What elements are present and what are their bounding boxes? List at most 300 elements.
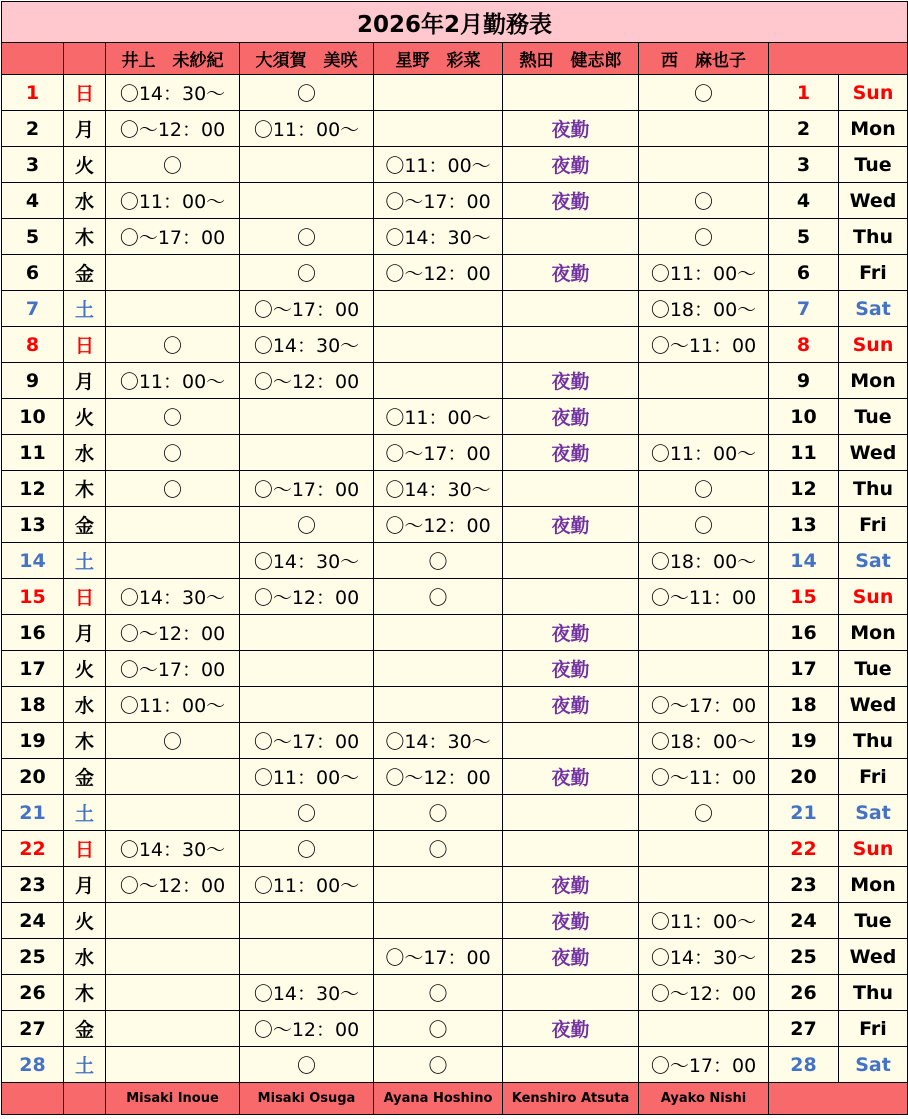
table-row xyxy=(2,183,908,219)
weekday-jp: 水 xyxy=(64,939,106,975)
table-row xyxy=(2,543,908,579)
weekday-en: Sat xyxy=(839,1047,908,1083)
weekday-jp: 土 xyxy=(64,795,106,831)
shift-cell: 夜勤 xyxy=(503,939,639,975)
shift-cell: 〇14：30～ xyxy=(240,543,374,579)
table-row xyxy=(2,687,908,723)
day-number: 18 xyxy=(2,687,64,723)
shift-cell xyxy=(374,363,503,399)
shift-cell: 〇 xyxy=(374,975,503,1011)
shift-cell: 〇 xyxy=(106,723,240,759)
table-row xyxy=(2,327,908,363)
weekday-en: Tue xyxy=(839,903,908,939)
weekday-en: Fri xyxy=(839,507,908,543)
table-row xyxy=(2,399,908,435)
weekday-jp: 火 xyxy=(64,651,106,687)
shift-cell: 夜勤 xyxy=(503,759,639,795)
shift-cell xyxy=(240,435,374,471)
day-number: 26 xyxy=(2,975,64,1011)
shift-cell xyxy=(106,1011,240,1047)
table-row xyxy=(2,219,908,255)
shift-cell xyxy=(639,831,769,867)
weekday-jp: 金 xyxy=(64,255,106,291)
weekday-jp: 金 xyxy=(64,1011,106,1047)
day-number-right: 21 xyxy=(769,795,839,831)
staff-name-en: Misaki Inoue xyxy=(106,1083,240,1115)
table-row xyxy=(2,579,908,615)
day-number-right: 16 xyxy=(769,615,839,651)
day-number-right: 9 xyxy=(769,363,839,399)
table-row xyxy=(2,363,908,399)
shift-cell xyxy=(106,1047,240,1083)
shift-cell: 〇～12：00 xyxy=(106,111,240,147)
day-number: 6 xyxy=(2,255,64,291)
shift-cell: 〇～17：00 xyxy=(639,687,769,723)
day-number: 16 xyxy=(2,615,64,651)
day-number: 20 xyxy=(2,759,64,795)
day-number: 28 xyxy=(2,1047,64,1083)
shift-cell xyxy=(106,507,240,543)
weekday-en: Mon xyxy=(839,363,908,399)
shift-cell xyxy=(240,147,374,183)
staff-name-jp: 大須賀 美咲 xyxy=(240,43,374,75)
shift-cell xyxy=(639,111,769,147)
shift-cell: 夜勤 xyxy=(503,255,639,291)
weekday-jp: 月 xyxy=(64,615,106,651)
day-number: 11 xyxy=(2,435,64,471)
day-number-right: 27 xyxy=(769,1011,839,1047)
shift-cell: 〇～17：00 xyxy=(240,723,374,759)
weekday-jp: 木 xyxy=(64,471,106,507)
day-number: 2 xyxy=(2,111,64,147)
shift-cell xyxy=(503,75,639,111)
shift-cell: 〇～17：00 xyxy=(240,471,374,507)
shift-cell: 夜勤 xyxy=(503,651,639,687)
weekday-en: Thu xyxy=(839,723,908,759)
day-number-right: 14 xyxy=(769,543,839,579)
shift-cell: 〇 xyxy=(240,795,374,831)
shift-cell: 〇 xyxy=(374,1047,503,1083)
day-number: 7 xyxy=(2,291,64,327)
shift-cell: 〇～12：00 xyxy=(106,867,240,903)
header-blank-day xyxy=(2,43,64,75)
shift-cell: 夜勤 xyxy=(503,507,639,543)
shift-cell: 〇 xyxy=(240,507,374,543)
weekday-en: Thu xyxy=(839,219,908,255)
shift-cell: 夜勤 xyxy=(503,903,639,939)
shift-cell xyxy=(503,1047,639,1083)
weekday-en: Sun xyxy=(839,579,908,615)
day-number: 25 xyxy=(2,939,64,975)
shift-cell xyxy=(503,723,639,759)
shift-cell xyxy=(106,255,240,291)
day-number: 24 xyxy=(2,903,64,939)
shift-cell: 夜勤 xyxy=(503,867,639,903)
shift-cell: 〇～17：00 xyxy=(639,1047,769,1083)
weekday-jp: 日 xyxy=(64,75,106,111)
shift-cell: 〇11：00～ xyxy=(639,903,769,939)
shift-cell xyxy=(639,867,769,903)
weekday-jp: 火 xyxy=(64,903,106,939)
weekday-jp: 水 xyxy=(64,183,106,219)
shift-cell: 夜勤 xyxy=(503,183,639,219)
staff-name-en: Ayana Hoshino xyxy=(374,1083,503,1115)
shift-cell: 〇～17：00 xyxy=(106,651,240,687)
day-number-right: 5 xyxy=(769,219,839,255)
footer-row xyxy=(2,1083,908,1115)
weekday-en: Wed xyxy=(839,939,908,975)
day-number: 13 xyxy=(2,507,64,543)
shift-cell: 〇～11：00 xyxy=(639,759,769,795)
shift-cell: 〇 xyxy=(374,831,503,867)
weekday-jp: 木 xyxy=(64,723,106,759)
table-row xyxy=(2,795,908,831)
table-row xyxy=(2,291,908,327)
day-number: 19 xyxy=(2,723,64,759)
weekday-en: Fri xyxy=(839,759,908,795)
day-number-right: 11 xyxy=(769,435,839,471)
day-number: 1 xyxy=(2,75,64,111)
shift-cell xyxy=(240,939,374,975)
shift-cell: 〇 xyxy=(374,795,503,831)
weekday-jp: 火 xyxy=(64,147,106,183)
shift-cell: 〇 xyxy=(240,75,374,111)
shift-cell: 〇11：00～ xyxy=(240,759,374,795)
shift-cell: 〇11：00～ xyxy=(639,255,769,291)
weekday-en: Fri xyxy=(839,1011,908,1047)
day-number-right: 19 xyxy=(769,723,839,759)
header-blank-weekday xyxy=(64,43,106,75)
shift-cell xyxy=(639,399,769,435)
shift-cell xyxy=(106,975,240,1011)
weekday-en: Fri xyxy=(839,255,908,291)
weekday-en: Mon xyxy=(839,111,908,147)
shift-cell: 〇18：00～ xyxy=(639,543,769,579)
day-number-right: 18 xyxy=(769,687,839,723)
day-number: 15 xyxy=(2,579,64,615)
shift-cell: 〇～12：00 xyxy=(240,1011,374,1047)
shift-cell: 〇～12：00 xyxy=(374,507,503,543)
shift-cell: 〇14：30～ xyxy=(106,579,240,615)
shift-cell: 〇 xyxy=(240,831,374,867)
header-blank-right xyxy=(769,43,908,75)
day-number: 27 xyxy=(2,1011,64,1047)
table-row xyxy=(2,507,908,543)
shift-cell: 〇 xyxy=(639,75,769,111)
shift-cell: 〇～12：00 xyxy=(240,363,374,399)
weekday-en: Thu xyxy=(839,975,908,1011)
day-number: 21 xyxy=(2,795,64,831)
day-number-right: 10 xyxy=(769,399,839,435)
shift-cell: 〇～12：00 xyxy=(374,759,503,795)
shift-cell: 〇18：00～ xyxy=(639,291,769,327)
table-row xyxy=(2,615,908,651)
shift-cell: 〇～12：00 xyxy=(240,579,374,615)
weekday-jp: 日 xyxy=(64,579,106,615)
shift-cell: 夜勤 xyxy=(503,687,639,723)
day-number: 12 xyxy=(2,471,64,507)
shift-cell: 〇11：00～ xyxy=(106,363,240,399)
staff-name-jp: 井上 未紗紀 xyxy=(106,43,240,75)
weekday-en: Tue xyxy=(839,651,908,687)
day-number: 14 xyxy=(2,543,64,579)
table-row xyxy=(2,111,908,147)
day-number: 4 xyxy=(2,183,64,219)
weekday-en: Sun xyxy=(839,831,908,867)
staff-name-en: Kenshiro Atsuta xyxy=(503,1083,639,1115)
shift-cell: 〇 xyxy=(374,543,503,579)
weekday-jp: 日 xyxy=(64,327,106,363)
weekday-jp: 土 xyxy=(64,1047,106,1083)
table-row xyxy=(2,939,908,975)
shift-cell: 〇11：00～ xyxy=(240,111,374,147)
weekday-en: Tue xyxy=(839,399,908,435)
table-row xyxy=(2,867,908,903)
weekday-en: Sat xyxy=(839,795,908,831)
shift-cell xyxy=(106,939,240,975)
shift-cell: 〇 xyxy=(639,795,769,831)
shift-cell: 〇 xyxy=(639,183,769,219)
day-number-right: 17 xyxy=(769,651,839,687)
shift-cell xyxy=(639,651,769,687)
day-number: 22 xyxy=(2,831,64,867)
shift-cell: 〇～12：00 xyxy=(106,615,240,651)
day-number-right: 25 xyxy=(769,939,839,975)
shift-cell xyxy=(503,795,639,831)
day-number-right: 28 xyxy=(769,1047,839,1083)
footer-blank-right xyxy=(769,1083,908,1115)
shift-cell xyxy=(106,543,240,579)
shift-cell: 〇14：30～ xyxy=(639,939,769,975)
table-row xyxy=(2,1011,908,1047)
weekday-jp: 水 xyxy=(64,687,106,723)
shift-cell: 夜勤 xyxy=(503,111,639,147)
weekday-jp: 月 xyxy=(64,363,106,399)
shift-cell: 〇14：30～ xyxy=(374,219,503,255)
day-number-right: 3 xyxy=(769,147,839,183)
shift-cell xyxy=(106,291,240,327)
shift-cell xyxy=(374,651,503,687)
weekday-jp: 月 xyxy=(64,111,106,147)
shift-cell: 〇 xyxy=(639,507,769,543)
shift-cell xyxy=(240,183,374,219)
shift-cell: 〇 xyxy=(374,1011,503,1047)
shift-cell: 〇～17：00 xyxy=(374,939,503,975)
weekday-jp: 月 xyxy=(64,867,106,903)
shift-cell: 〇 xyxy=(374,579,503,615)
day-number-right: 7 xyxy=(769,291,839,327)
shift-cell: 〇～11：00 xyxy=(639,327,769,363)
shift-cell: 〇～11：00 xyxy=(639,579,769,615)
shift-cell xyxy=(503,291,639,327)
table-row xyxy=(2,1047,908,1083)
shift-cell: 〇14：30～ xyxy=(106,831,240,867)
shift-cell: 〇11：00～ xyxy=(106,687,240,723)
shift-cell: 〇14：30～ xyxy=(374,471,503,507)
table-row xyxy=(2,255,908,291)
staff-name-jp: 熱田 健志郎 xyxy=(503,43,639,75)
shift-cell: 〇 xyxy=(240,1047,374,1083)
shift-cell xyxy=(374,903,503,939)
shift-cell xyxy=(240,399,374,435)
footer-blank-weekday xyxy=(64,1083,106,1115)
shift-cell: 〇 xyxy=(106,435,240,471)
shift-cell: 〇～12：00 xyxy=(639,975,769,1011)
staff-name-en: Misaki Osuga xyxy=(240,1083,374,1115)
weekday-jp: 土 xyxy=(64,291,106,327)
shift-cell: 〇14：30～ xyxy=(106,75,240,111)
table-row xyxy=(2,975,908,1011)
shift-cell xyxy=(374,75,503,111)
weekday-en: Sun xyxy=(839,327,908,363)
shift-cell: 〇 xyxy=(106,399,240,435)
shift-cell xyxy=(639,363,769,399)
table-row xyxy=(2,75,908,111)
shift-cell: 〇11：00～ xyxy=(374,147,503,183)
title-row xyxy=(2,2,908,43)
day-number-right: 8 xyxy=(769,327,839,363)
shift-cell: 〇11：00～ xyxy=(240,867,374,903)
shift-cell xyxy=(503,471,639,507)
table-row xyxy=(2,471,908,507)
day-number: 5 xyxy=(2,219,64,255)
shift-cell: 〇～17：00 xyxy=(374,183,503,219)
day-number: 17 xyxy=(2,651,64,687)
weekday-en: Sun xyxy=(839,75,908,111)
shift-cell xyxy=(106,795,240,831)
shift-cell xyxy=(503,975,639,1011)
staff-name-jp: 西 麻也子 xyxy=(639,43,769,75)
shift-cell xyxy=(106,759,240,795)
shift-cell xyxy=(503,831,639,867)
shift-cell: 〇 xyxy=(639,219,769,255)
schedule-table xyxy=(1,1,908,1115)
shift-cell: 〇14：30～ xyxy=(374,723,503,759)
day-number-right: 24 xyxy=(769,903,839,939)
shift-cell xyxy=(503,327,639,363)
shift-cell xyxy=(240,615,374,651)
shift-cell xyxy=(106,903,240,939)
weekday-jp: 水 xyxy=(64,435,106,471)
shift-cell: 〇 xyxy=(106,327,240,363)
shift-cell: 夜勤 xyxy=(503,435,639,471)
shift-cell: 〇11：00～ xyxy=(639,435,769,471)
shift-cell xyxy=(639,1011,769,1047)
table-row xyxy=(2,759,908,795)
weekday-jp: 金 xyxy=(64,759,106,795)
day-number-right: 6 xyxy=(769,255,839,291)
weekday-jp: 火 xyxy=(64,399,106,435)
day-number-right: 26 xyxy=(769,975,839,1011)
weekday-jp: 日 xyxy=(64,831,106,867)
shift-cell xyxy=(374,327,503,363)
shift-cell xyxy=(639,147,769,183)
table-row xyxy=(2,831,908,867)
shift-cell: 〇11：00～ xyxy=(106,183,240,219)
shift-cell: 〇～17：00 xyxy=(106,219,240,255)
day-number-right: 20 xyxy=(769,759,839,795)
table-row xyxy=(2,651,908,687)
weekday-jp: 金 xyxy=(64,507,106,543)
weekday-en: Sat xyxy=(839,543,908,579)
shift-cell xyxy=(374,687,503,723)
shift-cell: 〇 xyxy=(106,471,240,507)
table-row xyxy=(2,435,908,471)
weekday-en: Wed xyxy=(839,435,908,471)
shift-cell: 夜勤 xyxy=(503,1011,639,1047)
day-number-right: 12 xyxy=(769,471,839,507)
weekday-en: Wed xyxy=(839,183,908,219)
weekday-jp: 土 xyxy=(64,543,106,579)
shift-cell xyxy=(639,615,769,651)
shift-cell xyxy=(503,579,639,615)
day-number-right: 2 xyxy=(769,111,839,147)
day-number-right: 4 xyxy=(769,183,839,219)
shift-cell: 夜勤 xyxy=(503,399,639,435)
day-number-right: 15 xyxy=(769,579,839,615)
shift-cell: 〇11：00～ xyxy=(374,399,503,435)
day-number-right: 23 xyxy=(769,867,839,903)
table-row xyxy=(2,903,908,939)
shift-cell xyxy=(374,867,503,903)
shift-cell: 〇14：30～ xyxy=(240,975,374,1011)
shift-cell: 夜勤 xyxy=(503,363,639,399)
shift-cell xyxy=(240,651,374,687)
shift-cell: 〇～17：00 xyxy=(240,291,374,327)
shift-cell xyxy=(503,219,639,255)
day-number: 10 xyxy=(2,399,64,435)
staff-name-en: Ayako Nishi xyxy=(639,1083,769,1115)
day-number: 8 xyxy=(2,327,64,363)
weekday-jp: 木 xyxy=(64,219,106,255)
shift-cell xyxy=(240,687,374,723)
day-number: 23 xyxy=(2,867,64,903)
shift-cell: 〇～12：00 xyxy=(374,255,503,291)
weekday-en: Wed xyxy=(839,687,908,723)
shift-cell: 〇 xyxy=(240,255,374,291)
weekday-en: Sat xyxy=(839,291,908,327)
weekday-en: Thu xyxy=(839,471,908,507)
table-row xyxy=(2,147,908,183)
shift-cell: 〇 xyxy=(639,471,769,507)
weekday-en: Tue xyxy=(839,147,908,183)
weekday-en: Mon xyxy=(839,867,908,903)
day-number: 3 xyxy=(2,147,64,183)
shift-cell: 〇～17：00 xyxy=(374,435,503,471)
shift-cell: 〇 xyxy=(106,147,240,183)
shift-cell: 夜勤 xyxy=(503,147,639,183)
day-number-right: 13 xyxy=(769,507,839,543)
shift-cell: 〇 xyxy=(240,219,374,255)
header-row xyxy=(2,43,908,75)
table-row xyxy=(2,723,908,759)
shift-cell: 夜勤 xyxy=(503,615,639,651)
shift-cell xyxy=(374,111,503,147)
footer-blank-day xyxy=(2,1083,64,1115)
shift-cell: 〇18：00～ xyxy=(639,723,769,759)
shift-cell xyxy=(374,615,503,651)
day-number: 9 xyxy=(2,363,64,399)
day-number-right: 22 xyxy=(769,831,839,867)
staff-name-jp: 星野 彩菜 xyxy=(374,43,503,75)
shift-cell xyxy=(503,543,639,579)
weekday-jp: 木 xyxy=(64,975,106,1011)
page-title: 2026年2月勤務表 xyxy=(2,2,908,43)
weekday-en: Mon xyxy=(839,615,908,651)
shift-cell xyxy=(240,903,374,939)
shift-cell xyxy=(374,291,503,327)
day-number-right: 1 xyxy=(769,75,839,111)
